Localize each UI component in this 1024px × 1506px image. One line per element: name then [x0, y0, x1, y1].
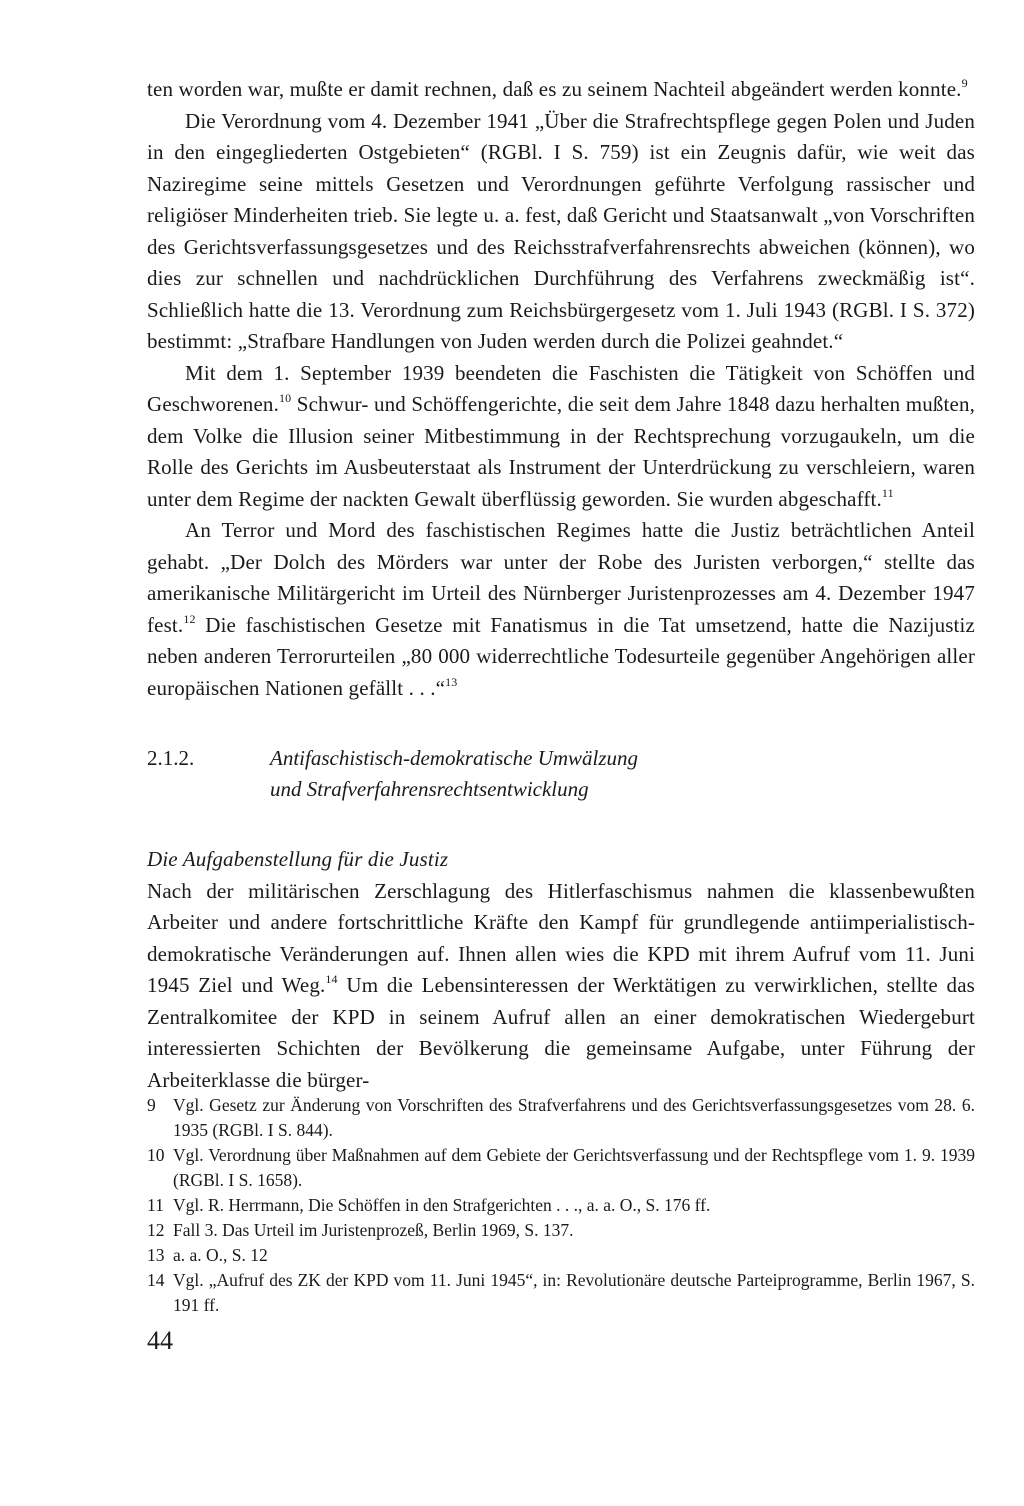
section-title-line-1: Antifaschistisch-demokratische Umwälzung	[270, 746, 639, 770]
footnote-ref-9[interactable]: 9	[961, 76, 968, 90]
footnote-ref-14[interactable]: 14	[325, 972, 338, 986]
section-paragraph-1: Nach der militärischen Zerschlagung des Hitlerfaschismus nahmen die klassenbewußten Arbeiter und andere fortschrittliche Kräfte den Kampf für grundlegende antiimperialistisch-demokratische Veränderungen auf. Ihnen allen wies die KPD mit ihrem Aufruf vom 11. Juni 1945 Ziel und Weg.$^{14}$ Um die Lebensinteressen der Werktätigen zu verwirklichen, stellte das Zentralkomitee der KPD in seinem Aufruf allen an einer demokratischen Wiedergeburt interessierten Schichten der Bevölkerung die gemeinsame Aufgabe, unter Führung der Arbeiterklasse die bürger-	[147, 878, 975, 1092]
page-content	[147, 74, 975, 1355]
paragraph-3: Mit dem 1. September 1939 beendeten die Faschisten die Tätigkeit von Schöffen und Geschworenen.$^{10}$ Schwur- und Schöffengerichte, die seit dem Jahre 1848 dazu herhalten mußten, dem Volke die Illusion seiner Mitbestimmung in der Rechtsprechung vorzugaukeln, um die Rolle des Gerichts im Ausbeuterstaat als Instrument der Unterdrückung zu verschleiern, waren unter dem Regime der nackten Gewalt überflüssig geworden. Sie wurden abgeschafft.$^{11}$	[147, 360, 975, 511]
footnote-9: 9 Vgl. Gesetz zur Änderung von Vorschriften des Strafverfahrens und des Gerichtsverfassungsgesetzes vom 28. 6. 1935 (RGBl. I S. 844).	[147, 1095, 975, 1140]
section-title	[270, 743, 830, 805]
footnote-ref-11[interactable]: 11	[881, 485, 894, 500]
footnote-ref-12[interactable]: 12	[183, 611, 196, 626]
footnote-14: 14 Vgl. „Aufruf des ZK der KPD vom 11. Juni 1945“, in: Revolutionäre deutsche Parteiprogramme, Berlin 1967, S. 191 ff.	[147, 1270, 975, 1315]
section-title-line-2: und Strafverfahrensrechtsentwicklung	[270, 777, 589, 801]
subheading: Die Aufgabenstellung für die Justiz	[147, 847, 449, 871]
paragraph-1: ten worden war, mußte er damit rechnen, daß es zu seinem Nachteil abgeändert werden konnte.$^9$	[147, 76, 968, 101]
footnote-ref-10[interactable]: 10	[278, 391, 292, 405]
section-body	[147, 844, 975, 1096]
footnote-10: 10 Vgl. Verordnung über Maßnahmen auf dem Gebiete der Gerichtsverfassung und der Rechtspflege vom 1. 9. 1939 (RGBl. I S. 1658).	[147, 1145, 975, 1190]
footnote-12: 12 Fall 3. Das Urteil im Juristenprozeß, Berlin 1969, S. 137.	[147, 1220, 574, 1240]
footnote-ref-13[interactable]: 13	[445, 674, 458, 689]
paragraph-4: An Terror und Mord des faschistischen Regimes hatte die Justiz beträchtlichen Anteil gehabt. „Der Dolch des Mörders war unter der Robe des Juristen verborgen,“ stellte das amerikanische Militärgericht im Urteil des Nürnberger Juristenprozesses am 4. Dezember 1947 fest.$^{12}$ Die faschistischen Gesetze mit Fanatismus in die Tat umsetzend, hatte die Nazijustiz neben anderen Terrorurteilen „80 000 widerrechtliche Todesurteile gegenüber Angehörigen aller europäischen Nationen gefällt . . .“$^{13}$	[147, 518, 975, 700]
footnote-13: 13 a. a. O., S. 12	[147, 1245, 268, 1265]
footnotes	[147, 1093, 975, 1318]
footnote-11: 11 Vgl. R. Herrmann, Die Schöffen in den Strafgerichten . . ., a. a. O., S. 176 ff.	[147, 1195, 711, 1215]
page-number: 44	[147, 1326, 173, 1355]
paragraph-2: Die Verordnung vom 4. Dezember 1941 „Über die Strafrechtspflege gegen Polen und Juden in den eingegliederten Ostgebieten“ (RGBl. I S. 759) ist ein Zeugnis dafür, wie weit das Naziregime seine mittels Gesetzen und Verordnungen geführte Verfolgung rassischer und religiöser Minderheiten trieb. Sie legte u. a. fest, daß Gericht und Staatsanwalt „von Vorschriften des Gerichtsverfassungsgesetzes und des Reichsstrafverfahrensrechts abweichen (können), wo dies zur schnellen und nachdrücklichen Durchführung des Verfahrens zweckmäßig ist“. Schließlich hatte die 13. Verordnung zum Reichsbürgergesetz vom 1. Juli 1943 (RGBl. I S. 372) bestimmt: „Strafbare Handlungen von Juden werden durch die Polizei geahndet.“	[147, 108, 975, 353]
section-number: 2.1.2.	[147, 746, 195, 770]
